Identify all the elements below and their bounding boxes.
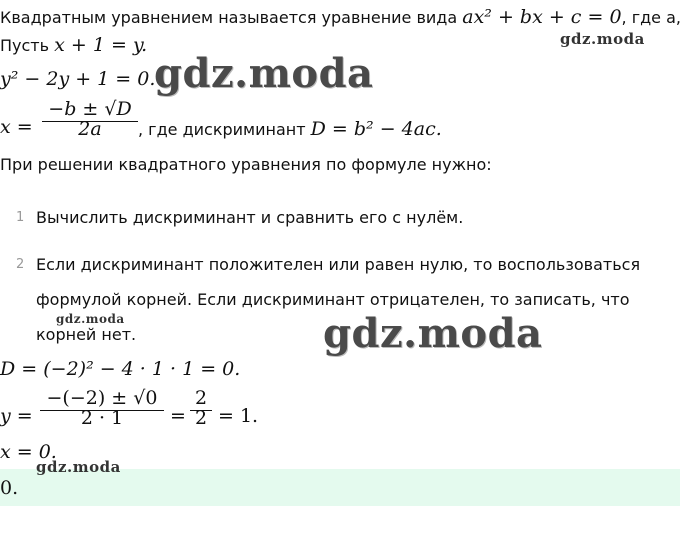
y-calc-equals: =	[170, 405, 186, 427]
root-formula-numerator: −b ± √D	[48, 98, 132, 120]
substitution-line	[0, 34, 147, 56]
y-calc-denominator: 2 · 1	[80, 407, 124, 429]
y-calc-numerator-2: 2	[194, 387, 208, 409]
discriminant-calculation: D = (−2)² − 4 · 1 · 1 = 0.	[0, 358, 241, 380]
root-formula-lhs: x =	[0, 116, 33, 138]
root-formula-fraction	[42, 98, 138, 140]
intro-tail: , где a,	[621, 8, 681, 27]
step-text: Если дискриминант положителен или равен нулю, то воспользоваться	[36, 255, 641, 274]
steps-intro: При решении квадратного уравнения по формуле нужно:	[0, 155, 492, 174]
answer-value: 0.	[0, 477, 19, 499]
root-formula-tail-line	[138, 118, 442, 140]
watermark: gdz.moda	[154, 50, 374, 97]
root-formula-denominator: 2a	[78, 118, 102, 140]
watermark: gdz.moda	[56, 312, 125, 326]
y-calc-denominator-2: 2	[194, 407, 208, 429]
y-calc-fraction	[40, 387, 164, 429]
root-formula-tail: , где дискриминант	[138, 120, 306, 139]
step-number: 1	[16, 210, 25, 225]
intro-formula: ax² + bx + c = 0	[462, 6, 622, 28]
y-calc-result: = 1.	[218, 405, 259, 427]
y-calc-numerator: −(−2) ± √0	[46, 387, 158, 409]
step-text-continued: формулой корней. Если дискриминант отрицателен, то записать, что	[36, 290, 630, 309]
step-number: 2	[16, 257, 25, 272]
step-text: Вычислить дискриминант и сравнить его с нулём.	[36, 208, 464, 227]
substitution-text: Пусть	[0, 36, 50, 55]
step-text-continued: корней нет.	[36, 325, 137, 344]
substitution-formula: x + 1 = y.	[54, 34, 148, 56]
y-calc-fraction-2	[190, 387, 212, 429]
watermark: gdz.moda	[36, 458, 121, 476]
y-calc-lhs: y =	[0, 405, 33, 427]
intro-line	[0, 6, 681, 28]
watermark: gdz.moda	[560, 30, 645, 48]
equation-y: y² − 2y + 1 = 0.	[0, 68, 156, 90]
intro-text: Квадратным уравнением называется уравнение вида	[0, 8, 458, 27]
x-result: x = 0.	[0, 441, 57, 463]
discriminant-formula: D = b² − 4ac.	[310, 118, 442, 140]
watermark: gdz.moda	[323, 310, 543, 357]
